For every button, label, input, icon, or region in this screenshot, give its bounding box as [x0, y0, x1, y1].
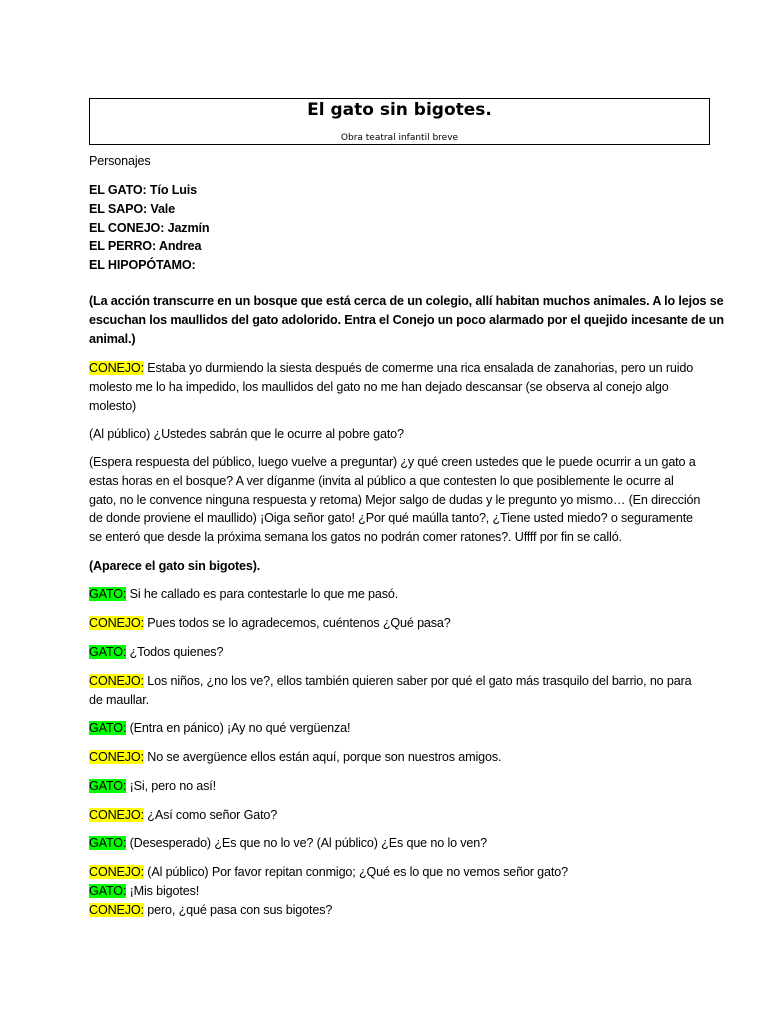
dialogue-line — [89, 719, 717, 738]
dialogue-text: ¡Mis bigotes! — [126, 883, 200, 898]
dialogue-text: pero, ¿qué pasa con sus bigotes? — [143, 902, 333, 917]
dialogue-text: Los niños, ¿no los ve?, ellos también quieren saber por qué el gato más trasquilo del barrio, no para — [143, 674, 692, 688]
cast-item: EL PERRO: Andrea — [89, 239, 202, 254]
speaker-gato: GATO: — [89, 779, 127, 793]
dialogue-line — [89, 834, 717, 853]
speaker-conejo: CONEJO: — [89, 616, 144, 630]
dialogue-text: (Al público) Por favor repitan conmigo; ¿Qué es lo que no vemos señor gato? — [143, 865, 568, 879]
speaker-conejo: CONEJO: — [89, 808, 144, 822]
speaker-conejo: CONEJO: — [89, 361, 144, 375]
dialogue-line — [89, 585, 717, 604]
paragraph-public-question — [89, 425, 717, 444]
speaker-conejo: CONEJO: — [89, 902, 144, 917]
speaker-gato: GATO: — [89, 836, 127, 850]
dialogue-line — [89, 777, 717, 796]
stage-direction — [89, 292, 724, 348]
cast-item: EL CONEJO: Jazmín — [89, 220, 210, 235]
dialogue-text: Estaba yo durmiendo la siesta después de comerme una rica ensalada de zanahorias, pero un ruido — [143, 361, 694, 375]
stage-direction-line: animal.) — [89, 331, 136, 346]
dialogue-text: molesto me lo ha impedido, los maullidos del gato no me han dejado descansar (se observa al conejo algo — [89, 379, 669, 394]
speaker-conejo: CONEJO: — [89, 750, 144, 764]
stage-direction-line: (La acción transcurre en un bosque que está cerca de un colegio, allí habitan muchos animales. A lo lejos se — [89, 294, 724, 308]
dialogue-text: molesto) — [89, 398, 137, 413]
personajes-label: Personajes — [89, 154, 151, 168]
dialogue-text: (Desesperado) ¿Es que no lo ve? (Al público) ¿Es que no lo ven? — [126, 836, 487, 850]
dialogue-line — [89, 806, 717, 825]
page-subtitle: Obra teatral infantil breve — [340, 133, 459, 143]
dialogue-text: de donde proviene el maullido) ¡Oiga señor gato! ¿Por qué maúlla tanto?, ¿Tiene usted miedo? o seguramente — [89, 511, 693, 526]
dialogue-text: estas horas en el bosque? A ver díganme (invita al público a que contesten lo que posiblemente le ocurre al — [89, 473, 674, 488]
dialogue-text: (Al público) ¿Ustedes sabrán que le ocurre al pobre gato? — [89, 427, 404, 441]
page-title: El gato sin bigotes. — [307, 100, 492, 120]
paragraph-conejo-intro — [89, 359, 717, 415]
dialogue-block — [89, 863, 717, 919]
speaker-conejo: CONEJO: — [89, 865, 144, 879]
speaker-gato: GATO: — [89, 645, 127, 659]
dialogue-text: ¿Todos quienes? — [126, 645, 224, 659]
cast-list — [89, 181, 717, 275]
dialogue-text: gato, no le convence ninguna respuesta y retoma) Mejor salgo de dudas y le pregunto yo mismo… (En dirección — [89, 492, 701, 507]
dialogue-text: ¿Así como señor Gato? — [143, 808, 278, 822]
dialogue-text: No se avergüence ellos están aquí, porque son nuestros amigos. — [143, 750, 502, 764]
dialogue-text: de maullar. — [89, 692, 149, 707]
speaker-gato: GATO: — [89, 883, 127, 898]
speaker-gato: GATO: — [89, 721, 127, 735]
speaker-conejo: CONEJO: — [89, 674, 144, 688]
dialogue-text: (Espera respuesta del público, luego vuelve a preguntar) ¿y qué creen ustedes que le puede ocurrir a un gato a — [89, 455, 696, 469]
stage-direction-gato-appears — [89, 557, 717, 576]
dialogue-text: Si he callado es para contestarle lo que me pasó. — [126, 587, 399, 601]
dialogue-line — [89, 614, 717, 633]
cast-item: EL GATO: Tío Luis — [89, 183, 197, 197]
dialogue-line — [89, 672, 717, 710]
dialogue-text: ¡Si, pero no así! — [126, 779, 216, 793]
dialogue-line — [89, 643, 717, 662]
personajes-heading — [89, 152, 717, 171]
cast-item: EL SAPO: Vale — [89, 201, 176, 216]
stage-direction-line: (Aparece el gato sin bigotes). — [89, 559, 261, 573]
stage-direction-line: escuchan los maullidos del gato adolorido. Entra el Conejo un poco alarmado por el quejido incesante de un — [89, 312, 724, 327]
title-box — [89, 98, 710, 145]
dialogue-text: Pues todos se lo agradecemos, cuéntenos ¿Qué pasa? — [143, 616, 451, 630]
paragraph-long — [89, 453, 717, 547]
cast-item: EL HIPOPÓTAMO: — [89, 258, 196, 273]
dialogue-line — [89, 748, 717, 767]
dialogue-text: (Entra en pánico) ¡Ay no qué vergüenza! — [126, 721, 351, 735]
dialogue-text: se enteró que desde la próxima semana los gatos no podrán comer ratones?. Uffff por fin se calló. — [89, 530, 622, 545]
speaker-gato: GATO: — [89, 587, 127, 601]
